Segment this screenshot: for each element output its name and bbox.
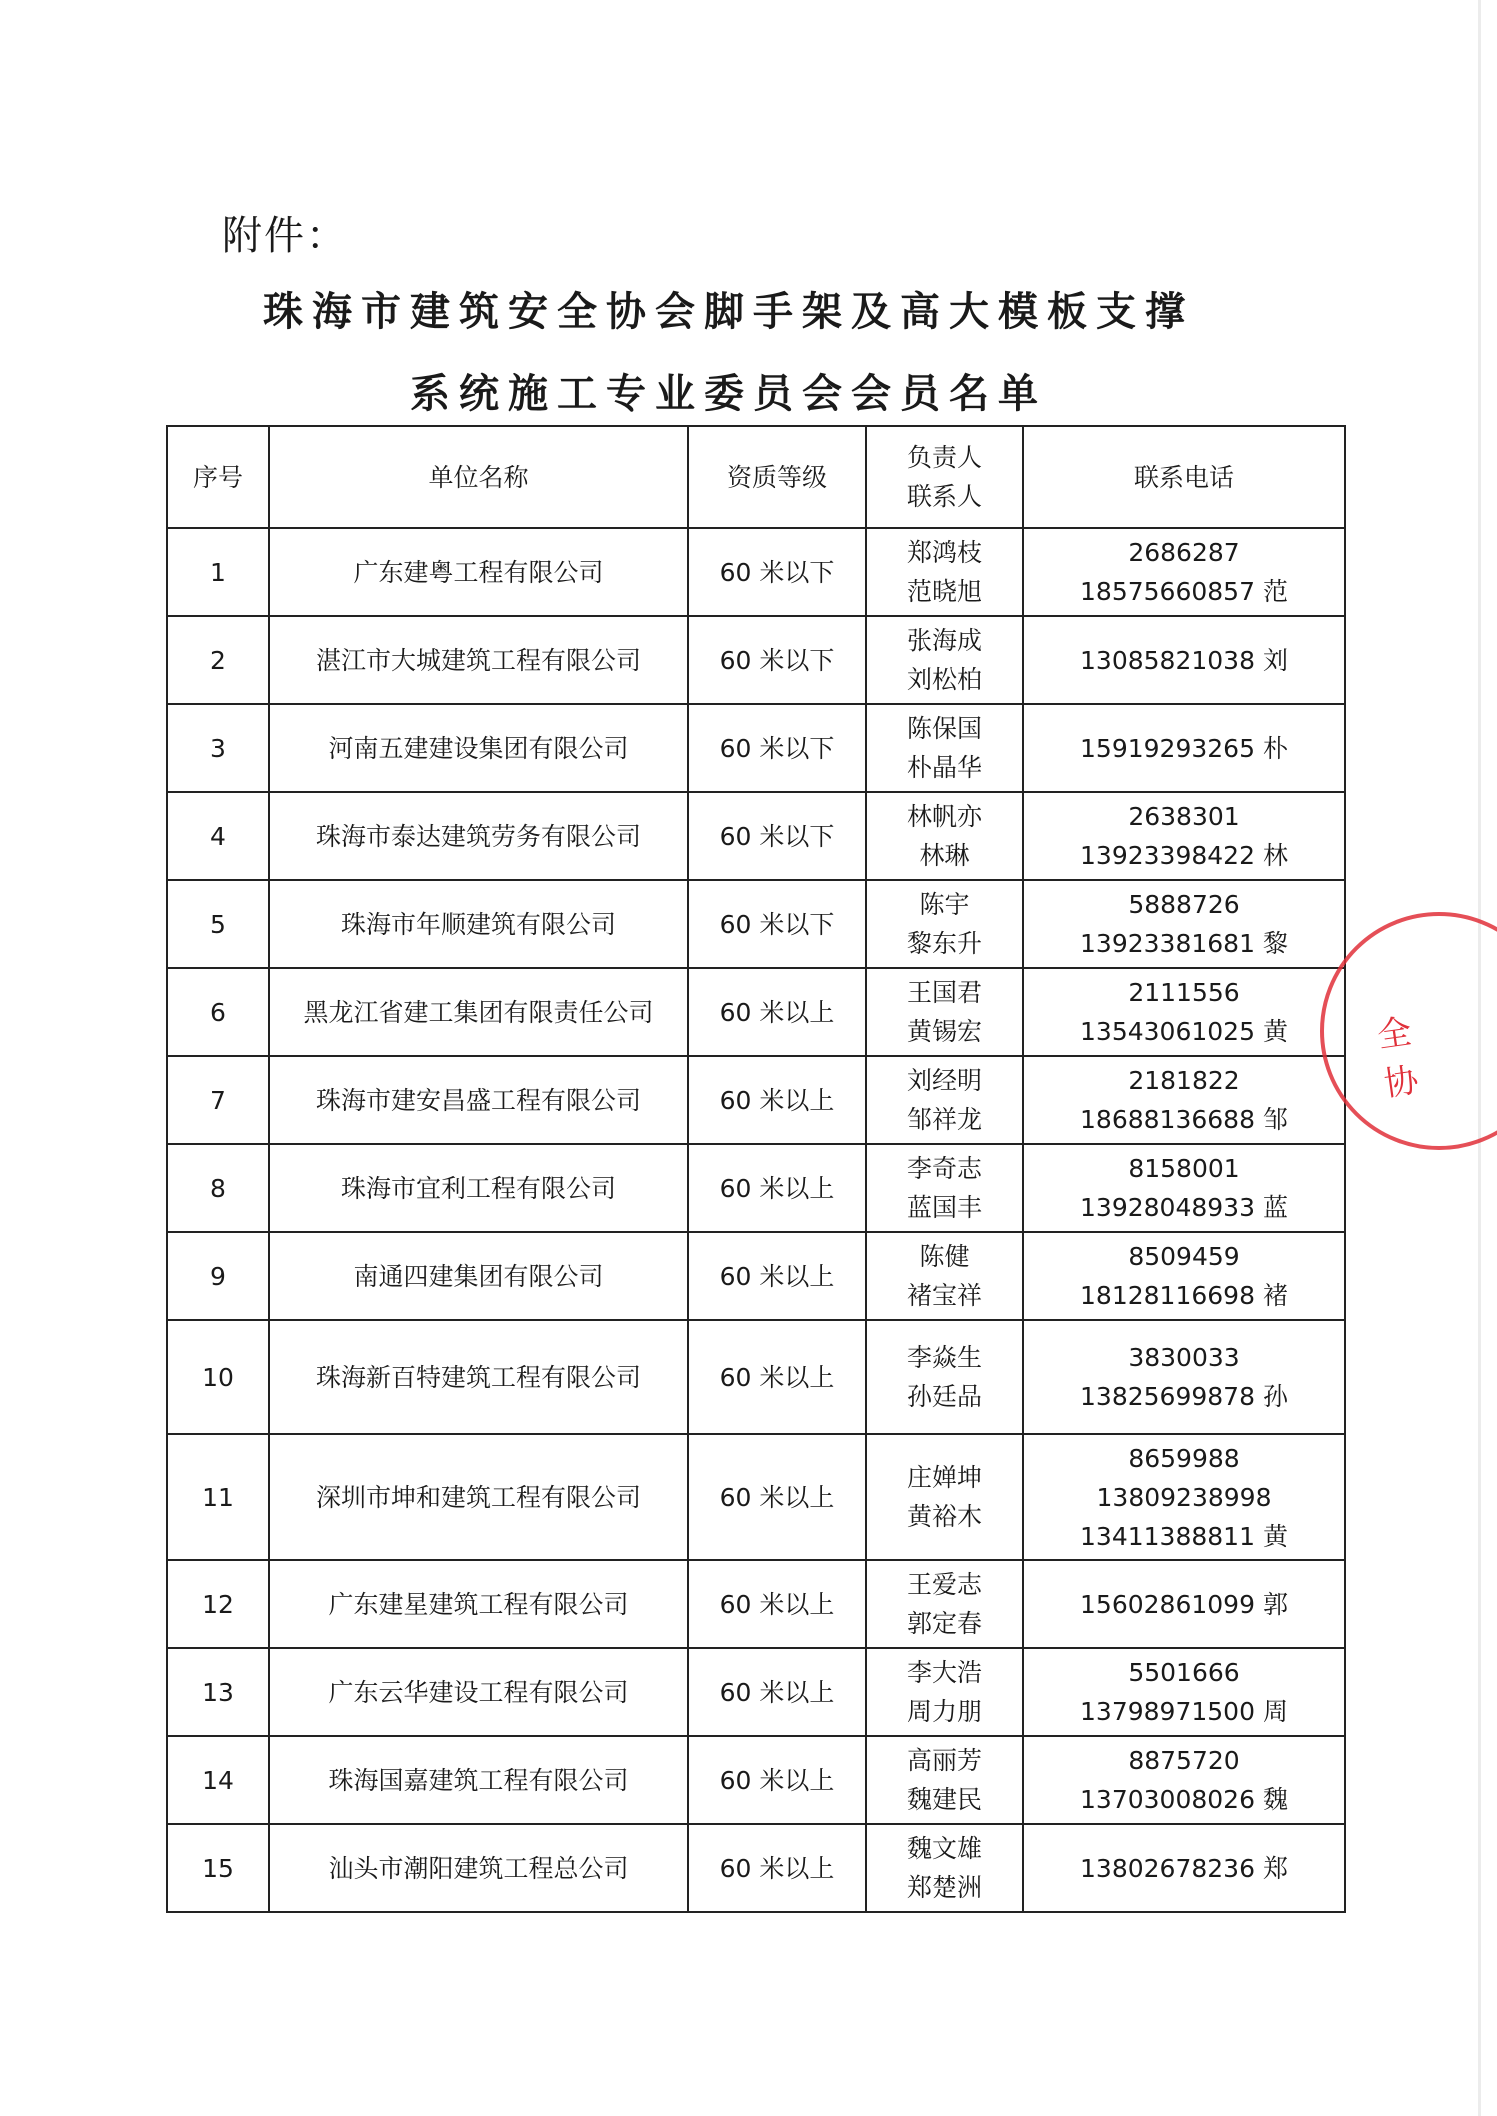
row-company: 河南五建建设集团有限公司	[269, 704, 688, 792]
row-leader: 李大浩	[906, 1658, 982, 1687]
row-company: 广东云华建设工程有限公司	[269, 1648, 688, 1736]
row-qualification: 60 米以下	[688, 704, 866, 792]
row-index: 14	[167, 1736, 269, 1824]
row-contact: 周力朋	[906, 1697, 982, 1726]
row-company: 深圳市坤和建筑工程有限公司	[269, 1434, 688, 1560]
row-qualification: 60 米以下	[688, 792, 866, 880]
row-persons	[866, 1560, 1023, 1648]
row-persons	[866, 616, 1023, 704]
row-phone-number: 15602861099 郭	[1080, 1589, 1288, 1619]
page-title-line-2: 系统施工专业委员会会员名单	[410, 371, 1047, 417]
row-index: 4	[167, 792, 269, 880]
row-phone-number: 13825699878 孙	[1080, 1382, 1288, 1411]
table-row	[167, 616, 1345, 704]
row-contact: 魏建民	[906, 1785, 982, 1814]
table-row	[167, 880, 1345, 968]
row-contact: 郭定春	[906, 1609, 982, 1638]
row-index: 15	[167, 1824, 269, 1912]
row-phones	[1023, 1648, 1345, 1736]
row-phones	[1023, 1056, 1345, 1144]
row-contact: 邹祥龙	[906, 1105, 982, 1134]
row-qualification: 60 米以上	[688, 1320, 866, 1434]
row-index: 9	[167, 1232, 269, 1320]
row-contact: 黄锡宏	[906, 1017, 982, 1046]
row-index: 7	[167, 1056, 269, 1144]
row-qualification: 60 米以上	[688, 1736, 866, 1824]
row-phones	[1023, 1434, 1345, 1560]
table-row	[167, 1320, 1345, 1434]
row-leader: 庄婵坤	[906, 1463, 982, 1492]
row-phone-number: 5501666	[1128, 1658, 1240, 1687]
row-company: 珠海市建安昌盛工程有限公司	[269, 1056, 688, 1144]
header-qualification: 资质等级	[688, 426, 866, 528]
row-contact: 黎东升	[906, 929, 982, 958]
header-phone: 联系电话	[1023, 426, 1345, 528]
table-row	[167, 704, 1345, 792]
row-persons	[866, 1144, 1023, 1232]
row-company: 汕头市潮阳建筑工程总公司	[269, 1824, 688, 1912]
row-phone-number: 8875720	[1128, 1746, 1240, 1775]
table-row	[167, 1736, 1345, 1824]
row-index: 3	[167, 704, 269, 792]
seal-text: 全 协	[1374, 1009, 1437, 1105]
row-leader: 张海成	[906, 626, 982, 655]
table-row	[167, 792, 1345, 880]
row-phone-number: 15919293265 朴	[1080, 733, 1288, 763]
row-persons	[866, 1736, 1023, 1824]
row-phone-number: 13411388811 黄	[1080, 1521, 1288, 1551]
row-contact: 孙廷品	[906, 1382, 982, 1411]
table-row	[167, 1560, 1345, 1648]
row-company: 黑龙江省建工集团有限责任公司	[269, 968, 688, 1056]
row-phone-number: 5888726	[1128, 890, 1240, 919]
row-phone-number: 18128116698 褚	[1080, 1281, 1288, 1310]
row-index: 8	[167, 1144, 269, 1232]
row-persons	[866, 1320, 1023, 1434]
row-contact: 刘松柏	[906, 665, 982, 694]
row-persons	[866, 704, 1023, 792]
table-header-row	[167, 426, 1345, 528]
row-phones	[1023, 1560, 1345, 1648]
row-contact: 褚宝祥	[906, 1281, 982, 1310]
row-phone-number: 13802678236 郑	[1080, 1853, 1288, 1883]
row-phone-number: 18575660857 范	[1080, 577, 1288, 606]
row-qualification: 60 米以上	[688, 1056, 866, 1144]
row-qualification: 60 米以下	[688, 528, 866, 616]
row-phone-number: 18688136688 邹	[1080, 1105, 1288, 1134]
row-contact: 蓝国丰	[906, 1193, 982, 1222]
row-phones	[1023, 1320, 1345, 1434]
row-index: 12	[167, 1560, 269, 1648]
row-phone-number: 2638301	[1128, 802, 1240, 831]
row-index: 1	[167, 528, 269, 616]
row-company: 广东建星建筑工程有限公司	[269, 1560, 688, 1648]
row-phones	[1023, 704, 1345, 792]
row-index: 11	[167, 1434, 269, 1560]
row-leader: 陈保国	[906, 714, 982, 743]
row-leader: 郑鸿枝	[906, 538, 982, 567]
row-qualification: 60 米以上	[688, 1434, 866, 1560]
row-phone-number: 3830033	[1128, 1343, 1240, 1372]
row-company: 珠海市宜利工程有限公司	[269, 1144, 688, 1232]
row-contact: 林琳	[919, 841, 970, 870]
row-persons	[866, 1648, 1023, 1736]
header-persons	[866, 426, 1023, 528]
row-phones	[1023, 528, 1345, 616]
row-leader: 魏文雄	[906, 1834, 982, 1863]
row-phone-number: 13798971500 周	[1080, 1697, 1288, 1726]
row-contact: 郑楚洲	[906, 1873, 982, 1902]
row-phones	[1023, 1232, 1345, 1320]
row-persons	[866, 1056, 1023, 1144]
row-phone-number: 2111556	[1128, 978, 1240, 1007]
table-row	[167, 1434, 1345, 1560]
header-index: 序号	[167, 426, 269, 528]
row-qualification: 60 米以上	[688, 1824, 866, 1912]
row-qualification: 60 米以上	[688, 1144, 866, 1232]
row-contact: 朴晶华	[906, 753, 982, 782]
row-phone-number: 13923398422 林	[1080, 841, 1288, 870]
row-company: 湛江市大城建筑工程有限公司	[269, 616, 688, 704]
row-leader: 陈宇	[919, 890, 970, 919]
row-leader: 高丽芳	[906, 1746, 982, 1775]
row-persons	[866, 1824, 1023, 1912]
row-persons	[866, 792, 1023, 880]
table-row	[167, 1056, 1345, 1144]
table-row	[167, 968, 1345, 1056]
row-qualification: 60 米以上	[688, 1560, 866, 1648]
row-leader: 刘经明	[906, 1066, 982, 1095]
row-phone-number: 13085821038 刘	[1080, 645, 1288, 675]
row-phones	[1023, 880, 1345, 968]
row-phone-number: 8659988	[1128, 1443, 1240, 1473]
row-phone-number: 8158001	[1128, 1154, 1240, 1183]
header-leader: 负责人	[906, 443, 982, 472]
row-phone-number: 13809238998	[1096, 1482, 1272, 1512]
row-contact: 黄裕木	[906, 1502, 982, 1531]
row-phones	[1023, 1736, 1345, 1824]
header-company: 单位名称	[269, 426, 688, 528]
row-company: 珠海国嘉建筑工程有限公司	[269, 1736, 688, 1824]
row-phone-number: 13923381681 黎	[1080, 929, 1288, 958]
row-company: 南通四建集团有限公司	[269, 1232, 688, 1320]
row-leader: 陈健	[919, 1242, 970, 1271]
row-index: 13	[167, 1648, 269, 1736]
row-phone-number: 13928048933 蓝	[1080, 1193, 1288, 1222]
row-company: 珠海市年顺建筑有限公司	[269, 880, 688, 968]
row-qualification: 60 米以下	[688, 880, 866, 968]
row-persons	[866, 528, 1023, 616]
row-phone-number: 8509459	[1128, 1242, 1240, 1271]
row-leader: 林帆亦	[906, 802, 982, 831]
row-phones	[1023, 1824, 1345, 1912]
header-contact: 联系人	[906, 482, 982, 511]
row-company: 广东建粤工程有限公司	[269, 528, 688, 616]
row-phones	[1023, 792, 1345, 880]
row-phone-number: 2181822	[1128, 1066, 1240, 1095]
row-index: 10	[167, 1320, 269, 1434]
row-persons	[866, 1434, 1023, 1560]
member-rows	[167, 528, 1345, 1912]
row-leader: 王国君	[906, 978, 982, 1007]
row-phone-number: 2686287	[1128, 538, 1240, 567]
table-row	[167, 1648, 1345, 1736]
row-leader: 李奇志	[906, 1154, 982, 1183]
row-leader: 王爱志	[906, 1570, 982, 1599]
row-phones	[1023, 1144, 1345, 1232]
table-row	[167, 1144, 1345, 1232]
member-table	[166, 425, 1346, 1913]
row-index: 2	[167, 616, 269, 704]
table-row	[167, 1824, 1345, 1912]
page-title-line-1: 珠海市建筑安全协会脚手架及高大模板支撑	[263, 289, 1194, 335]
row-index: 5	[167, 880, 269, 968]
attachment-label: 附件：	[222, 213, 348, 259]
row-company: 珠海新百特建筑工程有限公司	[269, 1320, 688, 1434]
row-phone-number: 13543061025 黄	[1080, 1017, 1288, 1046]
table-row	[167, 1232, 1345, 1320]
row-phone-number: 13703008026 魏	[1080, 1785, 1288, 1814]
row-phones	[1023, 616, 1345, 704]
row-phones	[1023, 968, 1345, 1056]
row-qualification: 60 米以上	[688, 1232, 866, 1320]
row-leader: 李焱生	[906, 1343, 982, 1372]
table-row	[167, 528, 1345, 616]
row-index: 6	[167, 968, 269, 1056]
row-qualification: 60 米以上	[688, 968, 866, 1056]
row-persons	[866, 880, 1023, 968]
row-contact: 范晓旭	[906, 577, 982, 606]
row-qualification: 60 米以上	[688, 1648, 866, 1736]
row-company: 珠海市泰达建筑劳务有限公司	[269, 792, 688, 880]
row-persons	[866, 1232, 1023, 1320]
row-persons	[866, 968, 1023, 1056]
row-qualification: 60 米以下	[688, 616, 866, 704]
